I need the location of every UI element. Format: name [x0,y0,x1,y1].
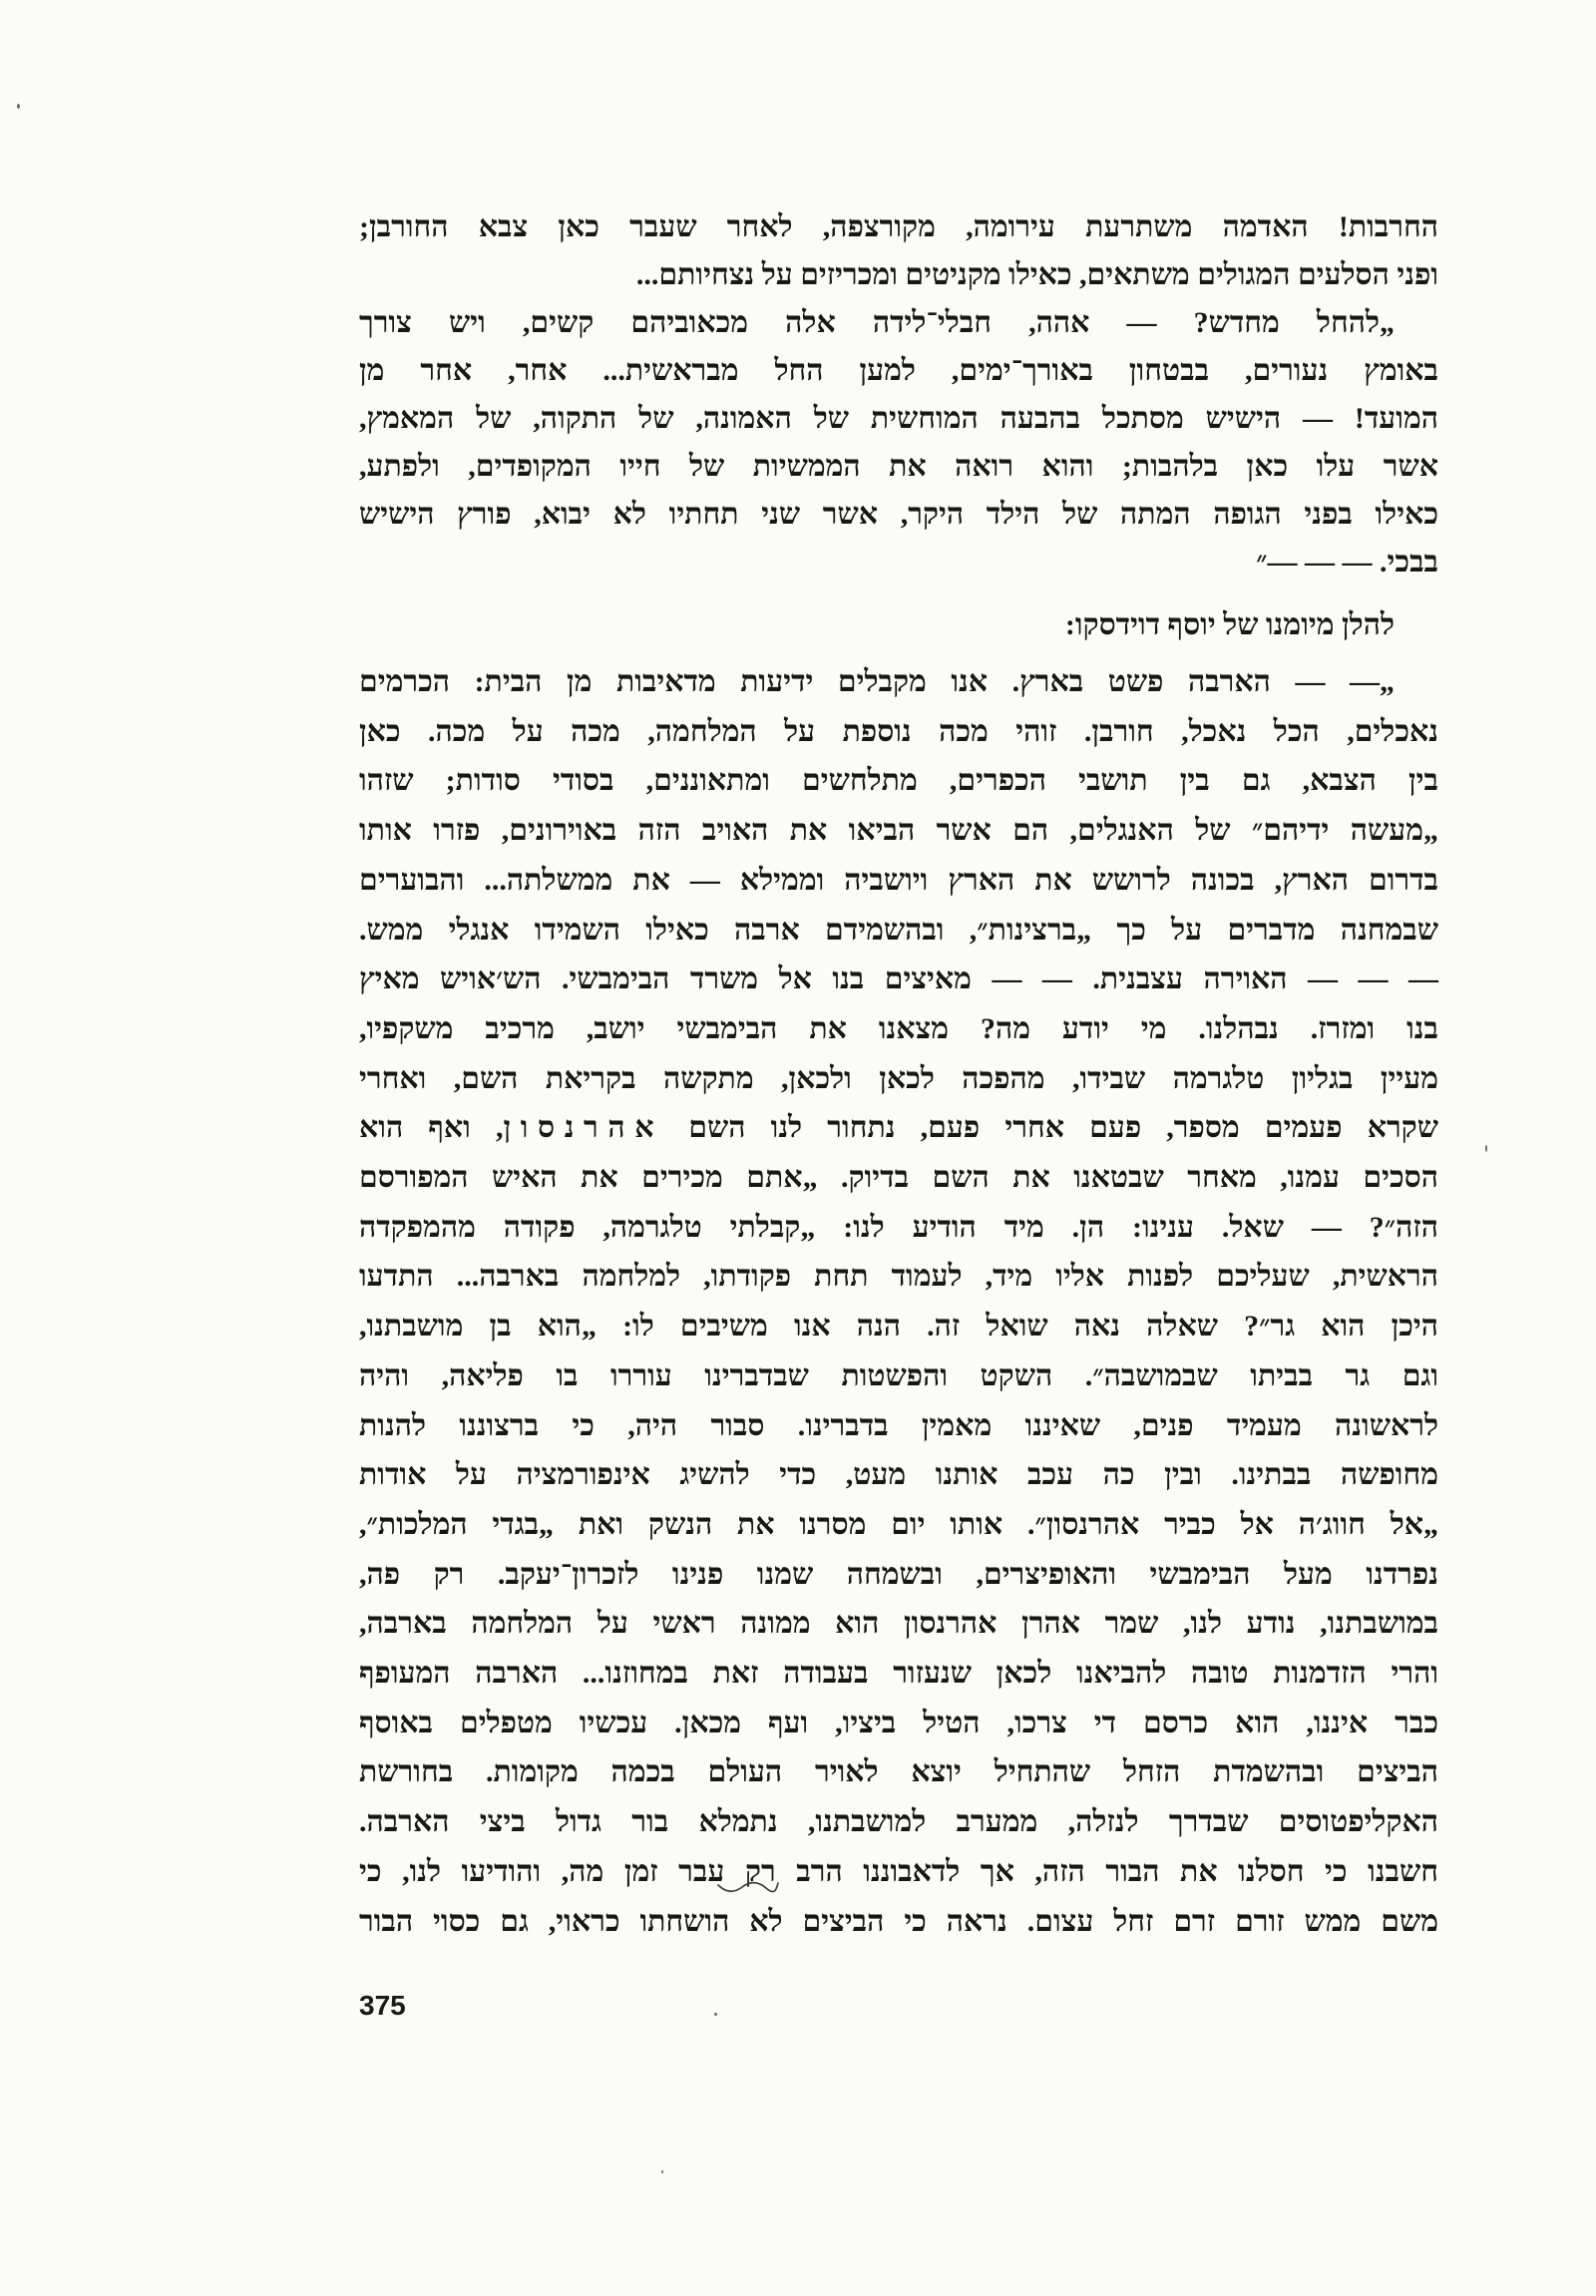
text-line: לראשונה מעמיד פנים, שאיננו מאמין בדברינו. סבור היה, כי ברצוננו להנות [359,1408,1438,1442]
text-line: שבמחנה מדברים על כך „ברצינות״, ובהשמידם ארבה כאילו השמידו אנגלי ממש. [359,913,1438,947]
text-line: אשר עלו כאן בלהבות; והוא רואה את הממשיות של חייו המקופדים, ולפתע, [359,450,1438,483]
text-line: ופני הסלעים המגולים משתאים, כאילו מקניטים ומכריזים על נצחיותם... [635,258,1438,291]
text-line: הסכים עמנו, מאחר שבטאנו את השם בדיוק. „אתם מכירים את האיש המפורסם [359,1161,1438,1195]
diary-excerpt [359,657,1438,1946]
text-line: באומץ נעורים, בבטחון באורך־ימים, למען החל מבראשית... אחר, אחר מן [359,354,1438,387]
text-line: וגם גר בביתו שבמושבה״. השקט והפשטות שבדברינו עוררו בו פליאה, והיה [359,1358,1438,1392]
text-line: נאכלים, הכל נאכל, חורבן. זוהי מכה נוספת על המלחמה, מכה על מכה. כאן [359,714,1438,748]
text-line: „להחל מחדש? — אהה, חבלי־לידה אלה מכאוביהם קשים, ויש צורך [359,306,1395,339]
text-segment: שקרא פעמים מספר, פעם אחרי פעם, נתחור לנו השם [663,1111,1438,1145]
text-line: החרבות! האדמה משתרעת עירומה, מקורצפה, לאחר שעבר כאן צבא החורבן; [359,210,1438,243]
scan-speck [714,2013,717,2016]
text-line: כאילו בפני הגופה המתה של הילד היקר, אשר שני תחתיו לא יבוא, פורץ הישיש [359,498,1438,531]
text-line: במושבתנו, נודע לנו, שמר אהרן אהרנסון הוא ממונה ראשי על המלחמה בארבה, [359,1607,1438,1641]
text-line: מעיין בגליון טלגרמה שבידו, מהפכה לכאן ולכאן, מתקשה בקריאת השם, ואחרי [359,1061,1438,1095]
text-line: „מעשה ידיהם״ של האנגלים, הם אשר הביאו את האויב הזה באוירונים, פזרו אותו [359,814,1438,848]
text-line: — — — האוירה עצבנית. — — מאיצים בנו אל משרד הבימבשי. הש׳אויש מאיץ [359,962,1438,996]
text-line: והרי הזדמנות טובה להביאנו לכאן שנעזור בעבודה זאת במחוזנו... הארבה המעופף [359,1657,1438,1691]
text-line: הזה״? — שאל. ענינו: הן. מיד הודיע לנו: „קבלתי טלגרמה, פקודה מהמפקדה [359,1210,1438,1244]
text-line: כבר איננו, הוא כרסם די צרכו, הטיל ביציו, ועף מכאן. עכשיו מטפלים באוסף [359,1706,1438,1739]
text-line: הראשית, שעליכם לפנות אליו מיד, לעמוד תחת פקודתו, למלחמה בארבה... התדעו [359,1260,1438,1294]
text-line: נפרדנו מעל הבימבשי והאופיצרים, ובשמחה שמנו פנינו לזכרון־יעקב. רק פה, [359,1557,1438,1591]
text-line: „אל חווג׳ה אל כביר אהרנסון״. אותו יום מסרנו את הנשק ואת „בגדי המלכות״, [359,1507,1438,1541]
text-line: בין הצבא, גם בין תושבי הכפרים, מתלחשים ומתאוננים, בסודי סודות; שזהו [359,764,1438,798]
text-segment: , ואף הוא [359,1111,504,1145]
text-line: האקליפטוסים שבדרך לנזלה, ממערב למושבתנו, נתמלא בור גדול ביצי הארבה. [359,1805,1438,1839]
text-line: המועד! — הישיש מסתכל בהבעה המוחשית של האמונה, של התקוה, של המאמץ, [359,402,1438,435]
text-line: משם ממש זורם זרם זחל עצום. נראה כי הביצים לא הושחתו כראוי, גם כסוי הבור [359,1904,1438,1938]
scan-speck [17,104,20,109]
text-line: היכן הוא גר״? שאלה נאה שואל זה. הנה אנו משיבים לו: „הוא בן מושבתנו, [359,1310,1438,1343]
diary-intro-line: להלן מיומנו של יוסף דוידסקו: [1064,608,1395,641]
text-line: מחופשה בבתינו. ובין כה עכב אותנו מעט, כדי להשיג אינפורמציה על אודות [359,1458,1438,1492]
text-line: בבכי. — — —״ [1256,546,1438,578]
text-line: בדרום הארץ, בכונה לרושש את הארץ ויושביה וממילא — את ממשלתה... והבוערים [359,863,1438,897]
text-line: חשבנו כי חסלנו את הבור הזה, אך לדאבוננו הרב רק עבר זמן מה, והודיעו לנו, כי [359,1854,1438,1888]
opening-paragraphs [359,203,1438,586]
text-line: „— — הארבה פשט בארץ. אנו מקבלים ידיעות מדאיבות מן הבית: הכרמים [359,665,1395,698]
scan-speck [661,2170,663,2173]
handwritten-mark [716,1879,780,1895]
text-line: בנו ומזרז. נבהלנו. מי יודע מה? מצאנו את הבימבשי יושב, מרכיב משקפיו, [359,1011,1438,1045]
scan-speck [1485,1145,1487,1152]
text-line: הביצים ובהשמדת הזחל שהתחיל יוצא לאויר העולם בכמה מקומות. בחורשת [359,1755,1438,1789]
page-number: 375 [359,1990,406,2021]
emphasized-name: אהרנסון [503,1111,664,1145]
text-line [359,1103,1438,1153]
diary-intro [359,601,1438,649]
